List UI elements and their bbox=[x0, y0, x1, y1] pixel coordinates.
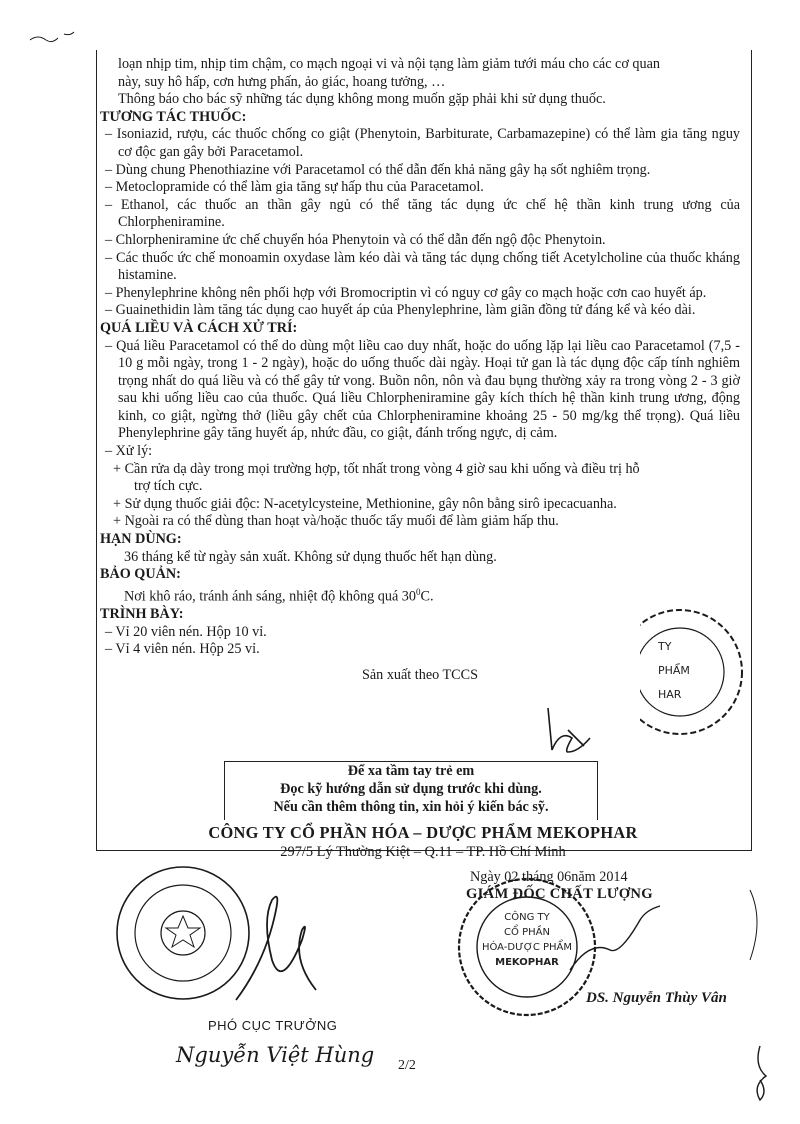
treatment-label: – Xử lý: bbox=[105, 443, 153, 460]
svg-text:HAR: HAR bbox=[658, 688, 682, 701]
list-item: – Isoniazid, rượu, các thuốc chống co giật (Phenytoin, Barbiturate, Carbamazepine) có thể làm gia tăng nguy cơ độc gan gây bởi Paracetamol. bbox=[105, 126, 741, 160]
list-item: – Chlorpheniramine ức chế chuyển hóa Phenytoin và có thể dẫn đến ngộ độc Phenytoin. bbox=[105, 231, 606, 248]
company-name: CÔNG TY CỔ PHẦN HÓA – DƯỢC PHẨM MEKOPHAR bbox=[208, 823, 638, 842]
list-item: – Dùng chung Phenothiazine với Paracetamol có thể dẫn đến khả năng gây hạ sốt nghiêm trọng. bbox=[105, 161, 651, 178]
scribble-mark bbox=[20, 20, 100, 60]
treatment-item-cont: trợ tích cực. bbox=[134, 478, 203, 495]
list-item: – Phenylephrine không nên phối hợp với Bromocriptin vì có nguy cơ gây co mạch hoặc cơn cao huyết áp. bbox=[105, 284, 707, 301]
deputy-signature bbox=[206, 880, 366, 1020]
page-number: 2/2 bbox=[398, 1058, 416, 1073]
approval-signer: DS. Nguyễn Thùy Vân bbox=[586, 990, 727, 1006]
text-line: Thông báo cho bác sỹ những tác dụng không mong muốn gặp phải khi sử dụng thuốc. bbox=[118, 91, 606, 108]
quality-director-signature bbox=[560, 890, 670, 990]
document-body bbox=[100, 56, 740, 685]
list-item: – Các thuốc ức chế monoamin oxydase làm kéo dài và tăng tác dụng chống tiết Acetylcholine của thuốc kháng histamine. bbox=[105, 249, 740, 284]
edge-signature bbox=[740, 1040, 780, 1110]
list-item: – Vỉ 4 viên nén. Hộp 25 vỉ. bbox=[105, 641, 260, 658]
text-line: loạn nhịp tim, nhịp tim chậm, co mạch ngoại vi và nội tạng làm giảm tưới máu cho các cơ quan bbox=[118, 56, 660, 72]
treatment-item: + Ngoài ra có thể dùng than hoạt và/hoặc thuốc tẩy muối để làm giảm hấp thu. bbox=[113, 513, 559, 530]
list-item: – Ethanol, các thuốc an thần gây ngủ có thể tăng tác dụng ức chế hệ thần kinh trung ương của Chlorpheniramine. bbox=[105, 196, 741, 231]
warning-box bbox=[224, 761, 598, 820]
company-block bbox=[96, 823, 750, 861]
svg-text:TY: TY bbox=[658, 640, 672, 653]
approval-date: Ngày 02 tháng 06năm 2014 bbox=[470, 869, 628, 885]
standard-text: Sản xuất theo TCCS bbox=[361, 666, 478, 683]
deputy-title: PHÓ CỤC TRƯỞNG bbox=[208, 1018, 338, 1033]
deputy-name: Nguyễn Việt Hùng bbox=[176, 1043, 375, 1067]
storage-text: Nơi khô ráo, tránh ánh sáng, nhiệt độ không quá $30^0C$. bbox=[124, 586, 434, 605]
company-stamp-partial-icon bbox=[640, 600, 750, 750]
section-heading-expiry: HẠN DÙNG: bbox=[100, 531, 182, 548]
expiry-text: 36 tháng kể từ ngày sản xuất. Không sử dụng thuốc hết hạn dùng. bbox=[124, 548, 497, 565]
warning-line: Đọc kỹ hướng dẫn sử dụng trước khi dùng. bbox=[280, 781, 542, 797]
overdose-text: – Quá liều Paracetamol có thể do dùng một liều cao duy nhất, hoặc do uống lặp lại liều cao Paracetamol (7,5 - 10 g mỗi ngày, trong 1 - 2 ngày), hoặc do uống thuốc dài ngày. Hoại tử gan là tác dụng độc cấp tính nghiêm trọng nhất do quá liều và có thể gây tử vong. Buồn nôn, nôn và đau bụng thường xảy ra trong vòng 2 - 3 giờ sau khi uống liều cao của thuốc. Quá liều Chlorpheniramine gây kích thích hệ thần kinh trung ương, động kinh, co giật, ngừng thở (liều gây chết của Chlorpheniramine khoảng 25 - 50 mg/kg thể trọng). Quá liều Phenylephrine gây tăng huyết áp, nhức đầu, co giật, đánh trống ngực, dị cảm. bbox=[105, 337, 741, 442]
stamp-text: CÔNG TY CỔ PHẦN HÓA-DƯỢC PHẨM MEKOPHAR bbox=[481, 912, 573, 968]
section-heading-presentation: TRÌNH BÀY: bbox=[100, 606, 184, 623]
treatment-item: + Sử dụng thuốc giải độc: N-acetylcysteine, Methionine, gây nôn bằng sirô ipecacuanha. bbox=[113, 495, 617, 512]
treatment-item: + Cần rửa dạ dày trong mọi trường hợp, tốt nhất trong vòng 4 giờ sau khi uống và điều trị hỗ bbox=[113, 460, 640, 477]
list-item: – Metoclopramide có thể làm gia tăng sự hấp thu của Paracetamol. bbox=[105, 179, 484, 196]
warning-line: Nếu cần thêm thông tin, xin hỏi ý kiến bác sỹ. bbox=[273, 799, 549, 815]
svg-text:PHẨM: PHẨM bbox=[658, 664, 690, 677]
approval-title: GIÁM ĐỐC CHẤT LƯỢNG bbox=[466, 886, 653, 902]
list-item: – Guainethidin làm tăng tác dụng cao huyết áp của Phenylephrine, làm giãn đồng tử đáng kể và kéo dài. bbox=[105, 302, 696, 319]
section-heading-storage: BẢO QUẢN: bbox=[100, 566, 181, 583]
edge-mark bbox=[720, 880, 790, 980]
list-item: – Vỉ 20 viên nén. Hộp 10 vỉ. bbox=[105, 623, 267, 640]
initials-signature bbox=[538, 700, 608, 760]
company-address: 297/5 Lý Thường Kiệt – Q.11 – TP. Hồ Chí Minh bbox=[280, 844, 566, 860]
warning-line: Để xa tầm tay trẻ em bbox=[347, 763, 475, 779]
section-heading-overdose: QUÁ LIỀU VÀ CÁCH XỬ TRÍ: bbox=[100, 319, 298, 336]
section-heading-interactions: TƯƠNG TÁC THUỐC: bbox=[100, 108, 247, 125]
text-line: này, suy hô hấp, cơn hưng phấn, ảo giác, hoang tưởng, … bbox=[118, 73, 446, 90]
